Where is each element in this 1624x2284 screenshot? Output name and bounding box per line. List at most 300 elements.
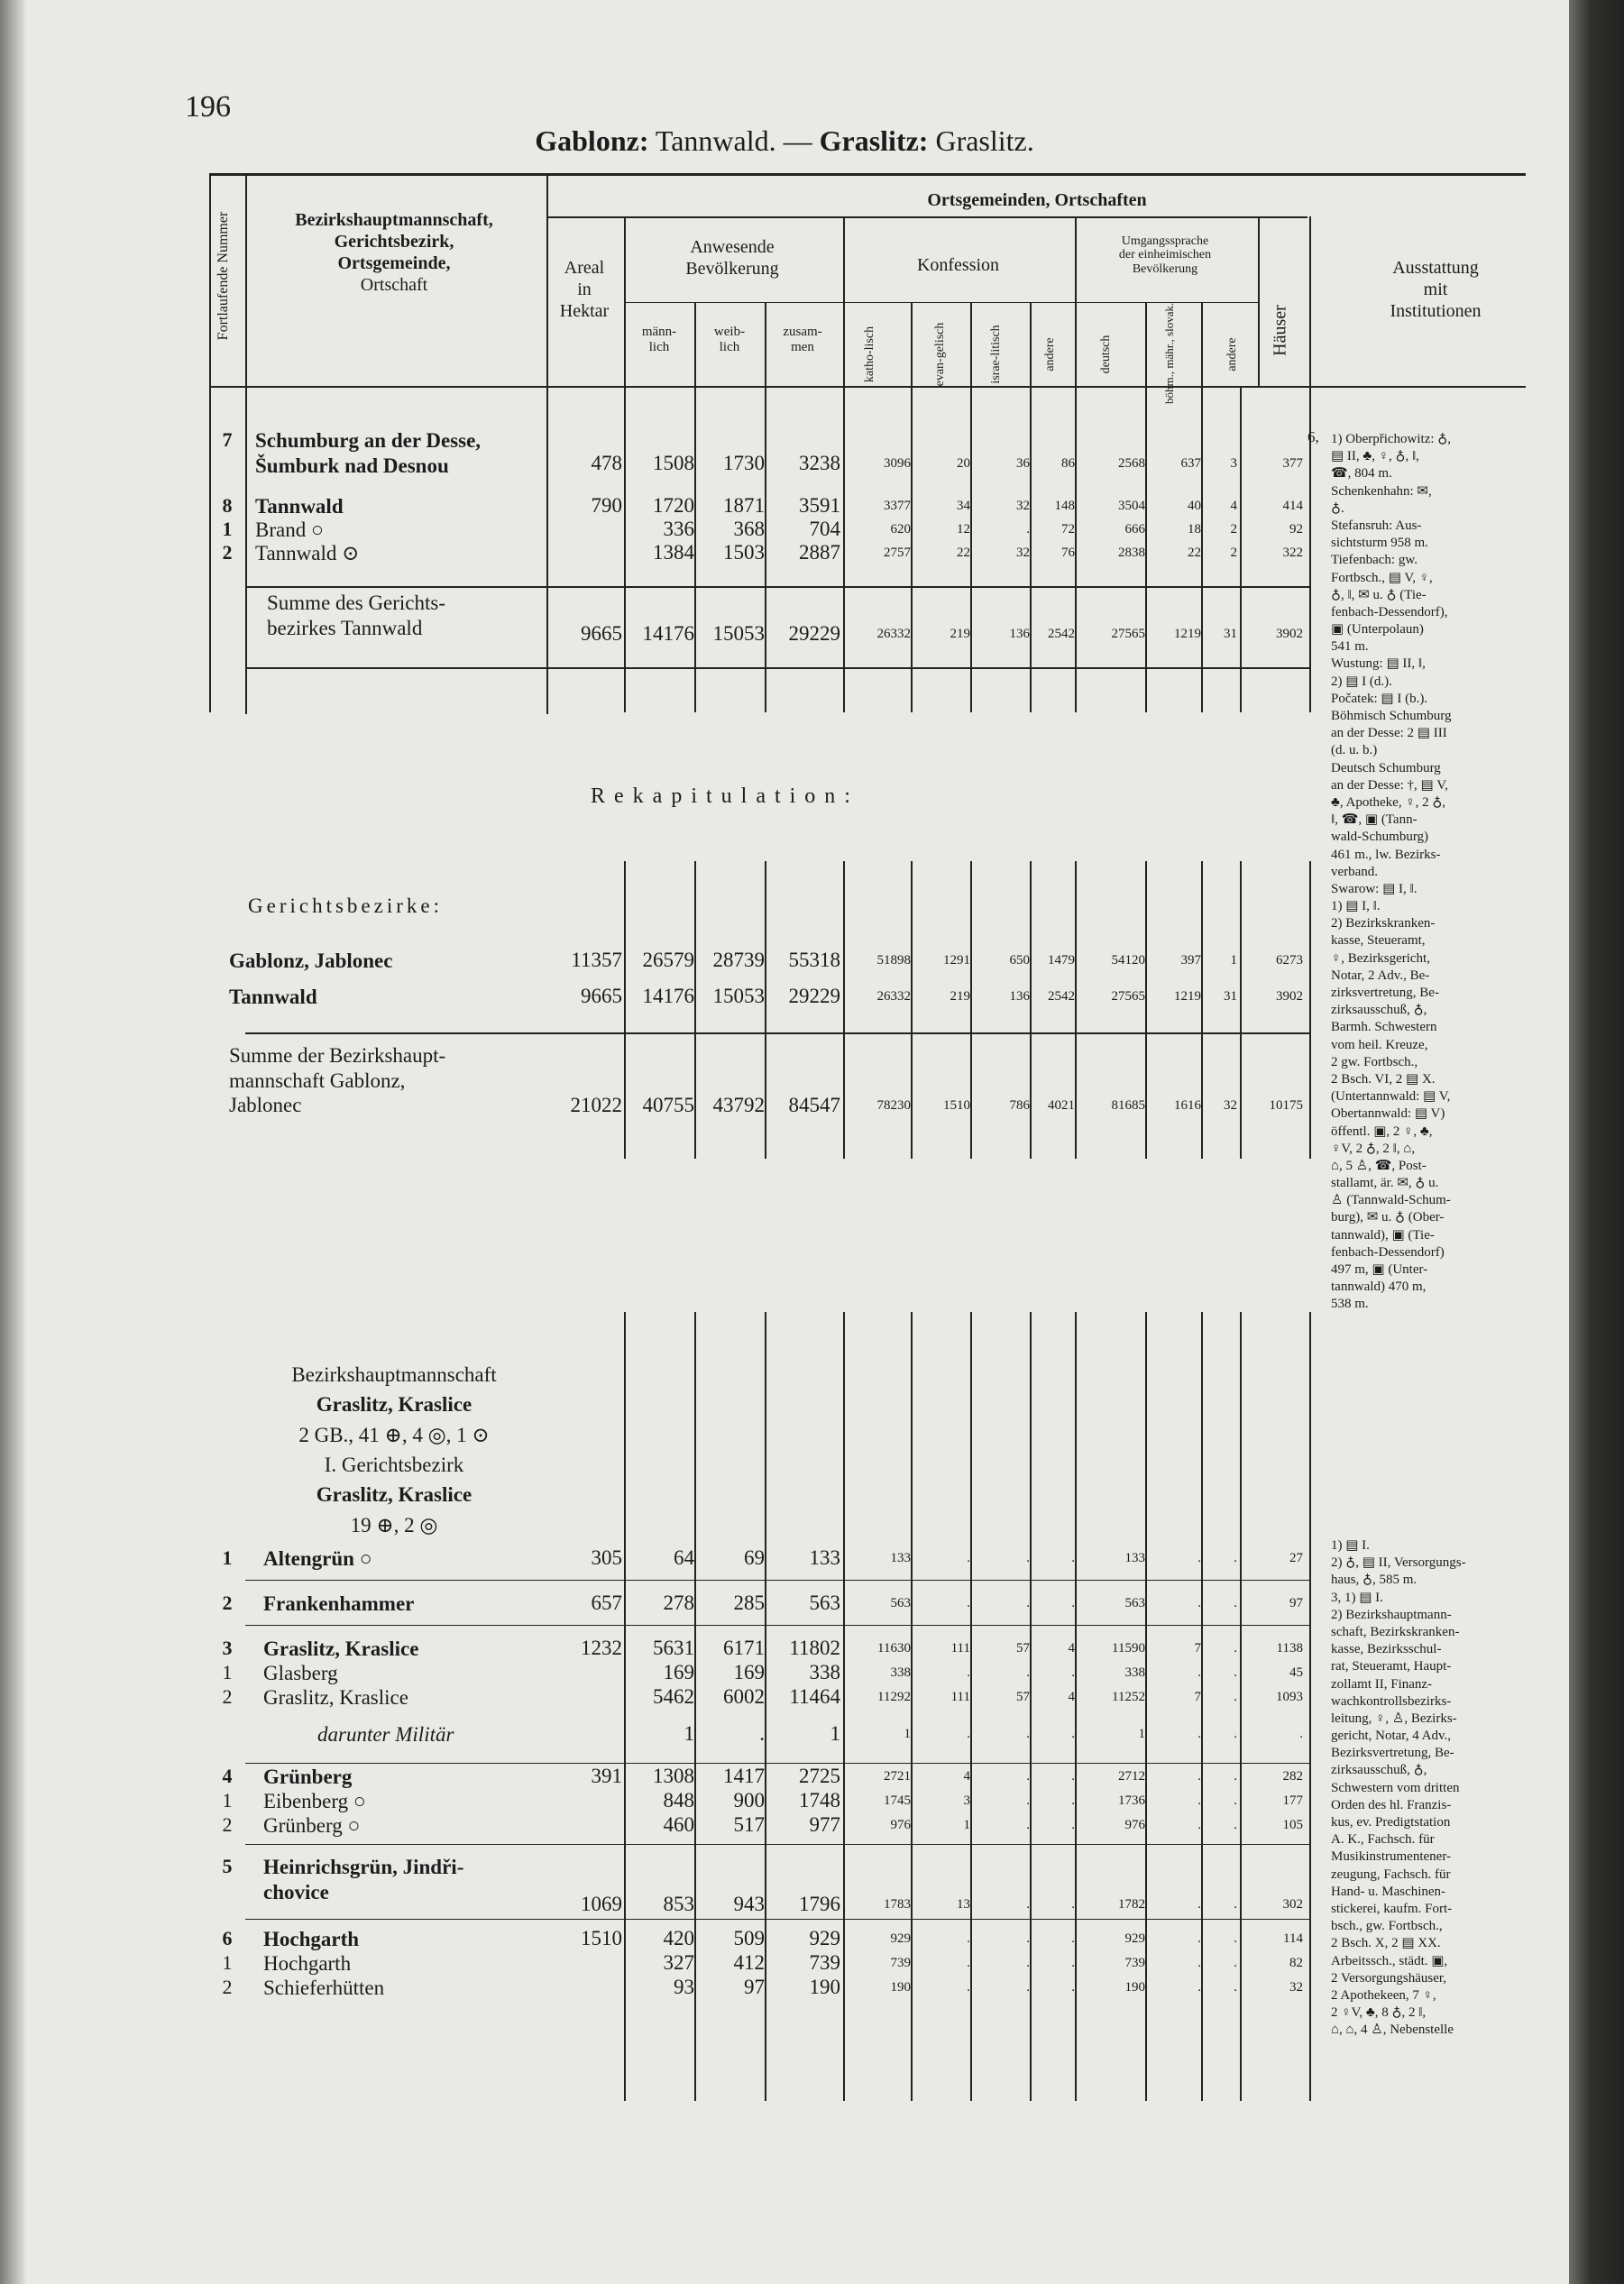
row-value: 1069	[581, 1893, 622, 1915]
note-line: (d. u. b.)	[1331, 743, 1378, 758]
row-value: .	[1197, 1727, 1201, 1741]
row-value: 704	[809, 518, 840, 540]
note-line: Notar, 2 Adv., Be-	[1331, 968, 1430, 983]
running-head-graslitz: Graslitz:	[819, 124, 929, 157]
rekap-row-value: 397	[1180, 953, 1201, 968]
note-line: zeugung, Fachsch. für	[1331, 1867, 1451, 1882]
table-top-rule	[209, 173, 1526, 176]
row-value: 790	[591, 494, 622, 517]
row-value: 3377	[884, 499, 911, 513]
note-line: ♁, ǁ, ✉ u. ♁ (Tie-	[1331, 587, 1427, 602]
ortsgemeinden-rule	[546, 216, 1307, 218]
row-value: 1	[830, 1722, 840, 1745]
rekap-row-name	[229, 985, 527, 1010]
row-value: 739	[809, 1951, 840, 1974]
row-value: 420	[663, 1927, 694, 1949]
row-value: 82	[1289, 1956, 1303, 1970]
note-line: Deutsch Schumburg	[1331, 760, 1441, 775]
note-line: ▤ II, ♣, ♀, ♁, ǁ,	[1331, 449, 1419, 464]
header-female-2: lich	[719, 339, 740, 354]
row-value: 20	[957, 456, 970, 471]
header-left-rule	[209, 173, 211, 390]
header-male	[624, 325, 694, 354]
row-value: .	[1026, 1818, 1030, 1832]
row-value: .	[1234, 1956, 1237, 1970]
note-line: öffentl. ▣, 2 ♀, ♣,	[1331, 1124, 1433, 1139]
body-col-rule	[624, 861, 626, 1159]
note-line: leitung, ♀, ♙, Bezirks-	[1331, 1711, 1457, 1726]
rekap-row-value: 55318	[788, 949, 840, 971]
row-value: 2757	[884, 546, 911, 560]
row-value: 1736	[1118, 1793, 1145, 1808]
body-col-rule	[765, 1312, 766, 2101]
row-value: 4	[1068, 1641, 1075, 1656]
row-number: 2	[222, 1813, 233, 1836]
header-subcol-rule	[1201, 302, 1203, 388]
note-line: Orden des hl. Franzis-	[1331, 1797, 1452, 1812]
row-value: 57	[1016, 1641, 1030, 1656]
row-value: 2712	[1118, 1769, 1145, 1784]
sum-tannwald-value: 15053	[712, 622, 765, 645]
row-value: 3591	[799, 494, 840, 517]
sum-bh-value: 21022	[570, 1094, 622, 1116]
rekap-row-value: 26579	[642, 949, 694, 971]
row-value: 190	[809, 1976, 840, 1998]
name-line: Jablonec	[229, 1094, 302, 1117]
note-line: ♁.	[1331, 500, 1344, 516]
institutions-notes-top	[1331, 431, 1556, 1314]
row-value: .	[1071, 1793, 1075, 1808]
row-value: .	[1071, 1769, 1075, 1784]
row-value: 2568	[1118, 456, 1145, 471]
row-value: 1782	[1118, 1897, 1145, 1912]
rekap-row-name	[229, 949, 527, 974]
row-number: 1	[222, 1546, 233, 1569]
graslitz-heading-2: Graslitz, Kraslice	[316, 1393, 473, 1417]
header-sprache-andere: andere	[1225, 337, 1239, 371]
row-value: .	[1197, 1956, 1201, 1970]
graslitz-heading-6: 19 ⊕, 2 ◎	[350, 1513, 438, 1536]
note-line: stallamt, är. ✉, ♁ u.	[1331, 1176, 1439, 1191]
rekapitulation-title: Rekapitulation:	[591, 784, 859, 808]
row-value: 2	[1230, 546, 1237, 560]
row-value: .	[967, 1980, 970, 1995]
row-value: 1	[1138, 1727, 1145, 1741]
row-value: 1	[684, 1722, 694, 1745]
row-value: .	[1026, 1793, 1030, 1808]
note-line: 1) ▤ I.	[1331, 1538, 1370, 1553]
name-line: Tannwald ⊙	[255, 542, 360, 564]
header-male-1: männ-	[641, 325, 677, 339]
row-value: .	[1026, 1897, 1030, 1912]
sum-bh-value: 84547	[788, 1094, 840, 1116]
rekap-row-value: 1291	[943, 953, 970, 968]
row-value: 111	[950, 1641, 970, 1656]
row-value: 929	[890, 1931, 911, 1946]
row-number: 1	[222, 518, 233, 540]
row-value: 111	[950, 1690, 970, 1704]
note-line: tannwald), ▣ (Tie-	[1331, 1227, 1435, 1243]
note-line: ☎, 804 m.	[1331, 466, 1392, 482]
note-line: 541 m.	[1331, 639, 1369, 655]
row-value: .	[1026, 1931, 1030, 1946]
sum-bh-value: 78230	[876, 1098, 911, 1113]
sum-bh-value: 10175	[1269, 1098, 1303, 1113]
note-line: 2 Bsch. VI, 2 ▤ X.	[1331, 1071, 1436, 1087]
note-line: ▣ (Unterpolaun)	[1331, 622, 1424, 638]
rekap-row-value: 1479	[1048, 953, 1075, 968]
row-number: 4	[222, 1765, 233, 1787]
row-value: 2887	[799, 541, 840, 564]
sum-tannwald-value: 3902	[1276, 627, 1303, 641]
row-value: 1138	[1276, 1641, 1303, 1656]
sum-tannwald-value: 219	[950, 627, 970, 641]
body-col-rule	[765, 861, 766, 1159]
row-separator	[245, 1763, 1309, 1764]
row-name	[263, 1722, 615, 1747]
note-line: sichtsturm 958 m.	[1331, 536, 1428, 551]
row-value: .	[1234, 1665, 1237, 1680]
body-col-rule	[624, 388, 626, 712]
name-line: Eibenberg ○	[263, 1790, 366, 1812]
body-col-rule	[1309, 1312, 1311, 2101]
body-col-rule	[765, 388, 766, 712]
row-value: 18	[1188, 522, 1201, 537]
rekap-row-value: 136	[1009, 989, 1030, 1004]
sum-bh-value: 4021	[1048, 1098, 1075, 1113]
sum-tannwald-value: 27565	[1111, 627, 1145, 641]
row-value: 105	[1282, 1818, 1303, 1832]
name-line: Tannwald	[229, 986, 317, 1008]
row-value: 478	[591, 452, 622, 474]
row-value: 1503	[723, 541, 765, 564]
name-line: Schumburg an der Desse,	[255, 429, 482, 452]
row-value: .	[1234, 1931, 1237, 1946]
note-line: 2 Versorgungshäuser,	[1331, 1970, 1446, 1986]
row-value: 943	[733, 1893, 765, 1915]
row-value: 148	[1054, 499, 1075, 513]
sum-tannwald-name	[267, 591, 564, 640]
row-value: 1720	[653, 494, 694, 517]
row-value: 97	[1289, 1596, 1303, 1610]
name-line: Tannwald	[255, 495, 344, 518]
row-value: 7	[1194, 1690, 1201, 1704]
rekap-row-value: 14176	[642, 985, 694, 1007]
note-line: ♙ (Tannwald-Schum-	[1331, 1193, 1451, 1208]
rekap-row-value: 3902	[1276, 989, 1303, 1004]
note-line: an der Desse: 2 ▤ III	[1331, 726, 1447, 741]
note-line: tannwald) 470 m,	[1331, 1280, 1427, 1295]
running-head-gablonz: Gablonz:	[535, 124, 649, 157]
running-head-graslitz-city: Graslitz.	[928, 124, 1034, 157]
body-col-rule	[1030, 861, 1032, 1159]
row-value: 509	[733, 1927, 765, 1949]
row-value: 322	[1282, 546, 1303, 560]
name-line: Grünberg ○	[263, 1814, 361, 1837]
row-value: .	[1026, 1980, 1030, 1995]
sum-bottom-rule	[245, 667, 1309, 669]
row-value: .	[1234, 1793, 1237, 1808]
header-sub-rule	[624, 302, 1075, 303]
rekap-row-value: 219	[950, 989, 970, 1004]
row-value: 368	[733, 518, 765, 540]
row-value: .	[967, 1596, 970, 1610]
body-col-rule	[624, 1312, 626, 2101]
note-line: Bezirksvertretung, Be-	[1331, 1746, 1454, 1761]
header-district-line2: Gerichtsbezirk,	[334, 232, 454, 252]
row-value: 11292	[877, 1690, 911, 1704]
rekap-row-value: 1	[1230, 953, 1237, 968]
row-number: 2	[222, 1591, 233, 1614]
row-value: 620	[890, 522, 911, 537]
sum-bh-value: 786	[1009, 1098, 1030, 1113]
row-value: 412	[733, 1951, 765, 1974]
header-subcol-rule	[1030, 302, 1032, 388]
header-areal-3: Hektar	[559, 301, 610, 321]
body-left-rule	[209, 388, 211, 712]
note-line: 2) ♁, ▤ II, Versorgungs-	[1331, 1555, 1466, 1571]
note-line: 2) ▤ I (d.).	[1331, 674, 1392, 689]
header-running-number: Fortlaufende Nummer	[216, 211, 231, 341]
row-value: 169	[733, 1661, 765, 1683]
name-line: Hochgarth	[263, 1952, 352, 1975]
header-konfession: Konfession	[916, 255, 1000, 275]
sum-bh-value: 43792	[712, 1094, 765, 1116]
note-line: 2 ♀V, ♣, 8 ♁, 2 ǁ,	[1331, 2005, 1427, 2021]
note-line: rat, Steueramt, Haupt-	[1331, 1659, 1452, 1674]
note-line: Böhmisch Schumburg	[1331, 709, 1452, 723]
row-value: .	[759, 1722, 765, 1745]
row-value: 3238	[799, 452, 840, 474]
row-name	[263, 1765, 561, 1790]
row-value: 977	[809, 1813, 840, 1836]
header-sprache-2: der einheimischen	[1118, 248, 1212, 262]
row-value: 13	[957, 1897, 970, 1912]
row-value: 1745	[884, 1793, 911, 1808]
row-value: 11590	[1112, 1641, 1145, 1656]
rekap-row-value: 31	[1224, 989, 1237, 1004]
header-areal-1: Areal	[564, 258, 605, 278]
row-value: .	[1234, 1980, 1237, 1995]
note-line: burg), ✉ u. ♁ (Ober-	[1331, 1210, 1445, 1225]
row-value: 2838	[1118, 546, 1145, 560]
row-value: 133	[1124, 1551, 1145, 1565]
body-col-rule	[694, 388, 696, 712]
row-value: .	[1197, 1818, 1201, 1832]
row-value: 1093	[1276, 1690, 1303, 1704]
row-number: 8	[222, 494, 233, 517]
row-value: 32	[1289, 1980, 1303, 1995]
sum-tannwald-value: 136	[1009, 627, 1030, 641]
row-value: 2725	[799, 1765, 840, 1787]
note-line: kasse, Bezirksschul-	[1331, 1642, 1442, 1657]
sum-tannwald-value: 29229	[788, 622, 840, 645]
row-name	[263, 1789, 561, 1814]
row-value: .	[1197, 1931, 1201, 1946]
row-value: .	[1026, 1769, 1030, 1784]
row-value: .	[1026, 1551, 1030, 1565]
note-line: ♣, Apotheke, ♀, 2 ♁,	[1331, 794, 1446, 810]
row-name	[255, 518, 553, 543]
row-value: .	[1071, 1727, 1075, 1741]
row-value: 929	[1124, 1931, 1145, 1946]
rekap-row-value: 29229	[788, 985, 840, 1007]
row-value: 32	[1016, 546, 1030, 560]
row-value: 2721	[884, 1769, 911, 1784]
row-value: 133	[809, 1546, 840, 1569]
row-value: 11252	[1112, 1690, 1145, 1704]
sum-bh-name	[229, 1043, 527, 1118]
row-number: 5	[222, 1855, 233, 1877]
row-value: 4	[1068, 1690, 1075, 1704]
note-line: ⌂, ⌂, 4 ♙, Nebenstelle	[1331, 2023, 1454, 2038]
row-value: 1417	[723, 1765, 765, 1787]
row-value: 177	[1282, 1793, 1303, 1808]
row-name	[263, 1813, 561, 1839]
row-name	[263, 1661, 561, 1686]
row-value: .	[1234, 1897, 1237, 1912]
row-name	[255, 541, 553, 566]
header-sprache-3: Bevölkerung	[1132, 261, 1198, 276]
book-spine-shadow	[0, 0, 27, 2284]
body-col-rule	[1240, 861, 1242, 1159]
row-value: 391	[591, 1765, 622, 1787]
row-value: .	[1197, 1897, 1201, 1912]
row-value: 1796	[799, 1893, 840, 1915]
row-value: .	[1197, 1769, 1201, 1784]
header-female-1: weib-	[713, 325, 746, 339]
row-name	[263, 1685, 561, 1711]
row-value: 853	[663, 1893, 694, 1915]
row-separator	[245, 1919, 1309, 1920]
note-line: 538 m.	[1331, 1297, 1369, 1312]
row-value: 114	[1283, 1931, 1303, 1946]
row-value: 169	[663, 1661, 694, 1683]
row-value: 190	[1124, 1980, 1145, 1995]
header-total-1: zusam-	[783, 325, 822, 339]
header-ausstattung-1: Ausstattung	[1392, 258, 1479, 278]
row-value: 40	[1188, 499, 1201, 513]
row-value: 1730	[723, 452, 765, 474]
header-sprache-boehm: böhm., mähr., slovak.	[1162, 302, 1176, 404]
row-value: .	[1234, 1769, 1237, 1784]
note-line: schaft, Bezirkskranken-	[1331, 1624, 1460, 1639]
row-value: 1	[963, 1818, 970, 1832]
note-line: ♀V, 2 ♁, 2 ǁ, ⌂,	[1331, 1141, 1416, 1156]
graslitz-heading-4: I. Gerichtsbezirk	[324, 1454, 464, 1477]
row-value: 1783	[884, 1897, 911, 1912]
row-value: .	[1071, 1551, 1075, 1565]
header-ausstattung-2: mit	[1423, 280, 1448, 299]
row-value: .	[1234, 1641, 1237, 1656]
body-col-rule	[1309, 861, 1311, 1159]
body-col-rule	[843, 861, 845, 1159]
sum-tannwald-value: 14176	[642, 622, 694, 645]
row-value: 302	[1282, 1897, 1303, 1912]
row-value: 739	[1124, 1956, 1145, 1970]
note-line: Musikinstrumentener-	[1331, 1849, 1452, 1865]
row-number: 3	[222, 1637, 233, 1659]
row-value: .	[1071, 1818, 1075, 1832]
row-value: .	[967, 1931, 970, 1946]
row-number: 1	[222, 1789, 233, 1812]
note-line: haus, ♁, 585 m.	[1331, 1573, 1418, 1588]
body-col-rule	[1075, 861, 1077, 1159]
body-col-rule	[694, 1312, 696, 2101]
body-col-rule	[694, 861, 696, 1159]
row-name	[263, 1855, 561, 1904]
row-value: .	[1197, 1665, 1201, 1680]
row-value: .	[1197, 1980, 1201, 1995]
row-value: 338	[1124, 1665, 1145, 1680]
row-value: .	[967, 1727, 970, 1741]
note-line: ♀, Bezirksgericht,	[1331, 950, 1430, 966]
name-line: Schieferhütten	[263, 1977, 385, 1999]
row-value: 92	[1289, 522, 1303, 537]
running-head-tannwald: Tannwald. —	[648, 124, 820, 157]
header-konf-andere: andere	[1043, 337, 1057, 371]
sum-bh-value: 1510	[943, 1098, 970, 1113]
row-name	[263, 1951, 561, 1977]
name-line: Frankenhammer	[263, 1592, 415, 1615]
row-value: 22	[957, 546, 970, 560]
note-line: zirksausschuß, ♁,	[1331, 1763, 1427, 1778]
row-value: 278	[663, 1591, 694, 1614]
name-line: Grünberg	[263, 1766, 353, 1788]
running-head	[0, 124, 1569, 158]
note-line: A. K., Fachsch. für	[1331, 1832, 1435, 1848]
body-col-rule	[1145, 861, 1147, 1159]
name-line: chovice	[263, 1880, 329, 1903]
row-value: 563	[1124, 1596, 1145, 1610]
row-value: 5631	[653, 1637, 694, 1659]
header-district	[245, 209, 543, 296]
body-col-rule	[1201, 861, 1203, 1159]
note-line: fenbach-Dessendorf),	[1331, 604, 1448, 619]
note-line: Barmh. Schwestern	[1331, 1020, 1437, 1035]
row-value: 327	[663, 1951, 694, 1974]
row-value: .	[1026, 1665, 1030, 1680]
row-value: 4	[1230, 499, 1237, 513]
name-line: Graslitz, Kraslice	[263, 1637, 419, 1660]
header-areal-2: in	[577, 280, 592, 299]
row-value: 657	[591, 1591, 622, 1614]
rekap-row-value: 26332	[876, 989, 911, 1004]
note-line: Schwestern vom dritten	[1331, 1780, 1460, 1795]
note-line: kasse, Steueramt,	[1331, 933, 1426, 949]
row-value: 414	[1282, 499, 1303, 513]
note-line: vom heil. Kreuze,	[1331, 1037, 1428, 1052]
header-ausstattung	[1309, 257, 1562, 322]
note-line: verband.	[1331, 864, 1379, 879]
row-value: .	[1071, 1665, 1075, 1680]
row-number: 1	[222, 1661, 233, 1683]
header-total	[765, 325, 840, 354]
rekap-sum-rule	[245, 1032, 1309, 1034]
note-line: ǁ, ☎, ▣ (Tann-	[1331, 812, 1418, 828]
header-female	[694, 325, 765, 354]
rekap-row-value: 51898	[876, 953, 911, 968]
header-population	[624, 236, 840, 280]
graslitz-heading-1: Bezirkshauptmannschaft	[291, 1363, 497, 1386]
page-number: 196	[185, 90, 231, 124]
note-line: 1) ▤ I, ǁ.	[1331, 899, 1381, 914]
row-value: 1232	[581, 1637, 622, 1659]
row-value: .	[1197, 1793, 1201, 1808]
row-value: .	[1197, 1596, 1201, 1610]
rekap-row-value: 6273	[1276, 953, 1303, 968]
row-value: 976	[890, 1818, 911, 1832]
